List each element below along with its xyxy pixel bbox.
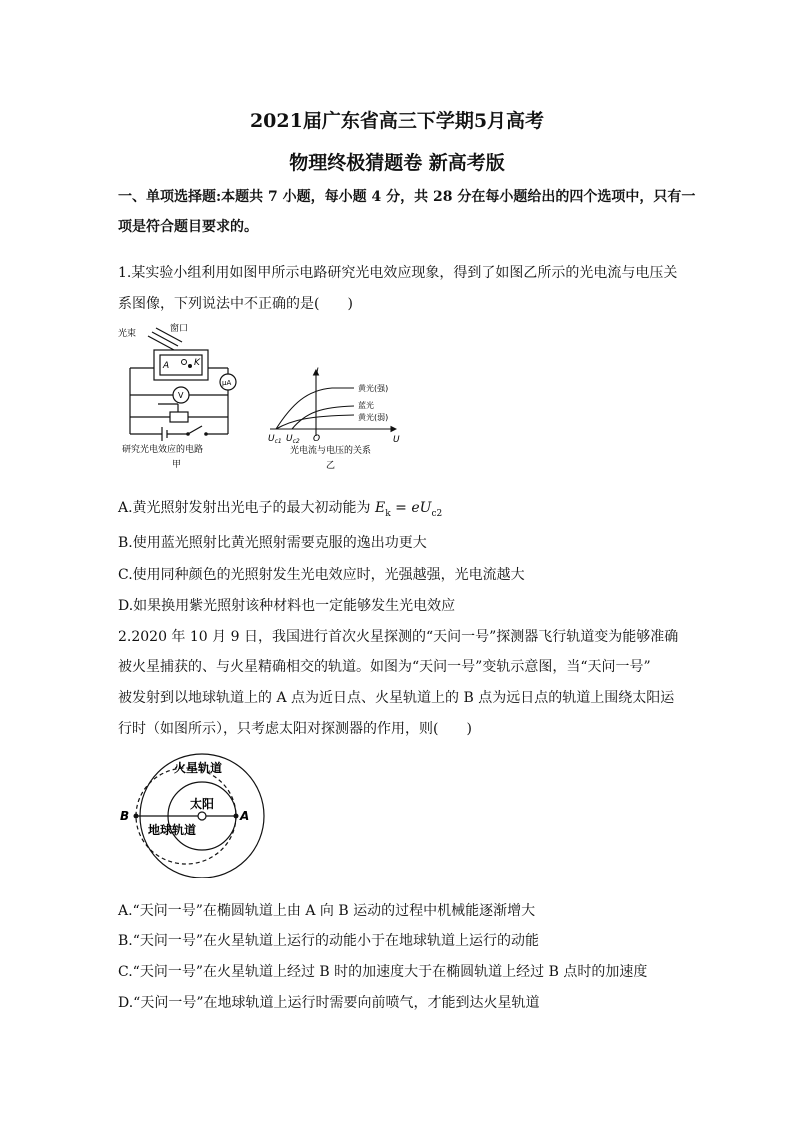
- q1-option-a: A.黄光照射发射出光电子的最大初动能为 $E_k = eU_{c2}$: [118, 500, 443, 519]
- point-a-label: A: [240, 809, 250, 823]
- light-beam-label: 光束: [118, 329, 137, 339]
- q1-stem-line1: 1.某实验小组利用如图甲所示电路研究光电效应现象，得到了如图乙所示的光电流与电压关: [118, 265, 678, 281]
- sun-icon: [198, 812, 206, 820]
- point-a-dot: [234, 814, 239, 819]
- origin-label: O: [313, 434, 321, 444]
- section-heading-line2: 项是符合题目要求的。: [118, 219, 258, 235]
- graph-figure-name: 乙: [326, 461, 336, 471]
- q2-stem-line1: 2.2020 年 10 月 9 日，我国进行首次火星探测的“天问一号”探测器飞行轨道变为能够准确: [118, 629, 679, 645]
- window-label: 窗口: [170, 324, 189, 334]
- circuit-figure-name: 甲: [172, 460, 182, 470]
- page-title: 2021届广东省高三下学期5月高考: [249, 110, 545, 132]
- graph-caption: 光电流与电压的关系: [290, 446, 372, 456]
- q1-option-c: C.使用同种颜色的光照射发生光电效应时，光强越强，光电流越大: [118, 567, 525, 583]
- q1-iu-graph: [262, 364, 402, 472]
- curve-yellow-strong-label: 黄光(强): [358, 384, 389, 393]
- earth-orbit-label: 地球轨道: [148, 823, 197, 837]
- circuit-caption: 研究光电效应的电路: [122, 445, 204, 455]
- voltmeter-label: V: [178, 391, 184, 400]
- q2-option-a: A.“天问一号”在椭圆轨道上由 A 向 B 运动的过程中机械能逐渐增大: [118, 903, 536, 919]
- anode-label: A: [163, 361, 170, 371]
- page-subtitle: 物理终极猜题卷 新高考版: [289, 152, 505, 174]
- q1-option-d: D.如果换用紫光照射该种材料也一定能够发生光电效应: [118, 598, 456, 614]
- q1-option-b: B.使用蓝光照射比黄光照射需要克服的逸出功更大: [118, 535, 427, 551]
- microammeter-label: μA: [222, 379, 232, 387]
- uc2-label: $U_{c2}$: [286, 434, 300, 445]
- q2-option-d: D.“天问一号”在地球轨道上运行时需要向前喷气，才能到达火星轨道: [118, 995, 540, 1011]
- uc1-label: $U_{c1}$: [268, 434, 282, 445]
- axis-u-label: U: [393, 435, 400, 445]
- q2-option-c: C.“天问一号”在火星轨道上经过 B 时的加速度大于在椭圆轨道上经过 B 点时的加速度: [118, 964, 648, 980]
- curve-blue-label: 蓝光: [358, 401, 374, 410]
- axis-i-label: I: [316, 367, 319, 377]
- q2-option-b: B.“天问一号”在火星轨道上运行的动能小于在地球轨道上运行的动能: [118, 933, 540, 949]
- q1-stem-line2: 系图像，下列说法中不正确的是( ): [118, 296, 353, 312]
- q2-stem-line2: 被火星捕获的、与火星精确相交的轨道。如图为“天问一号”变轨示意图，当“天问一号”: [118, 659, 651, 675]
- section-heading-line1: 一、单项选择题:本题共 7 小题，每小题 4 分，共 28 分在每小题给出的四个选项中，只有一: [118, 189, 696, 205]
- q2-orbit-figure: [116, 750, 276, 878]
- q2-stem-line4: 行时（如图所示），只考虑太阳对探测器的作用，则( ): [118, 721, 472, 737]
- q1-circuit-figure: [118, 322, 258, 470]
- point-b-label: B: [120, 809, 130, 823]
- q2-stem-line3: 被发射到以地球轨道上的 A 点为近日点、火星轨道上的 B 点为远日点的轨道上围绕太阳运: [118, 690, 675, 706]
- sun-label: 太阳: [190, 797, 215, 811]
- point-b-dot: [134, 814, 139, 819]
- cathode-label: K: [194, 358, 200, 368]
- curve-yellow-weak-label: 黄光(弱): [358, 413, 389, 422]
- mars-orbit-label: 火星轨道: [174, 761, 223, 775]
